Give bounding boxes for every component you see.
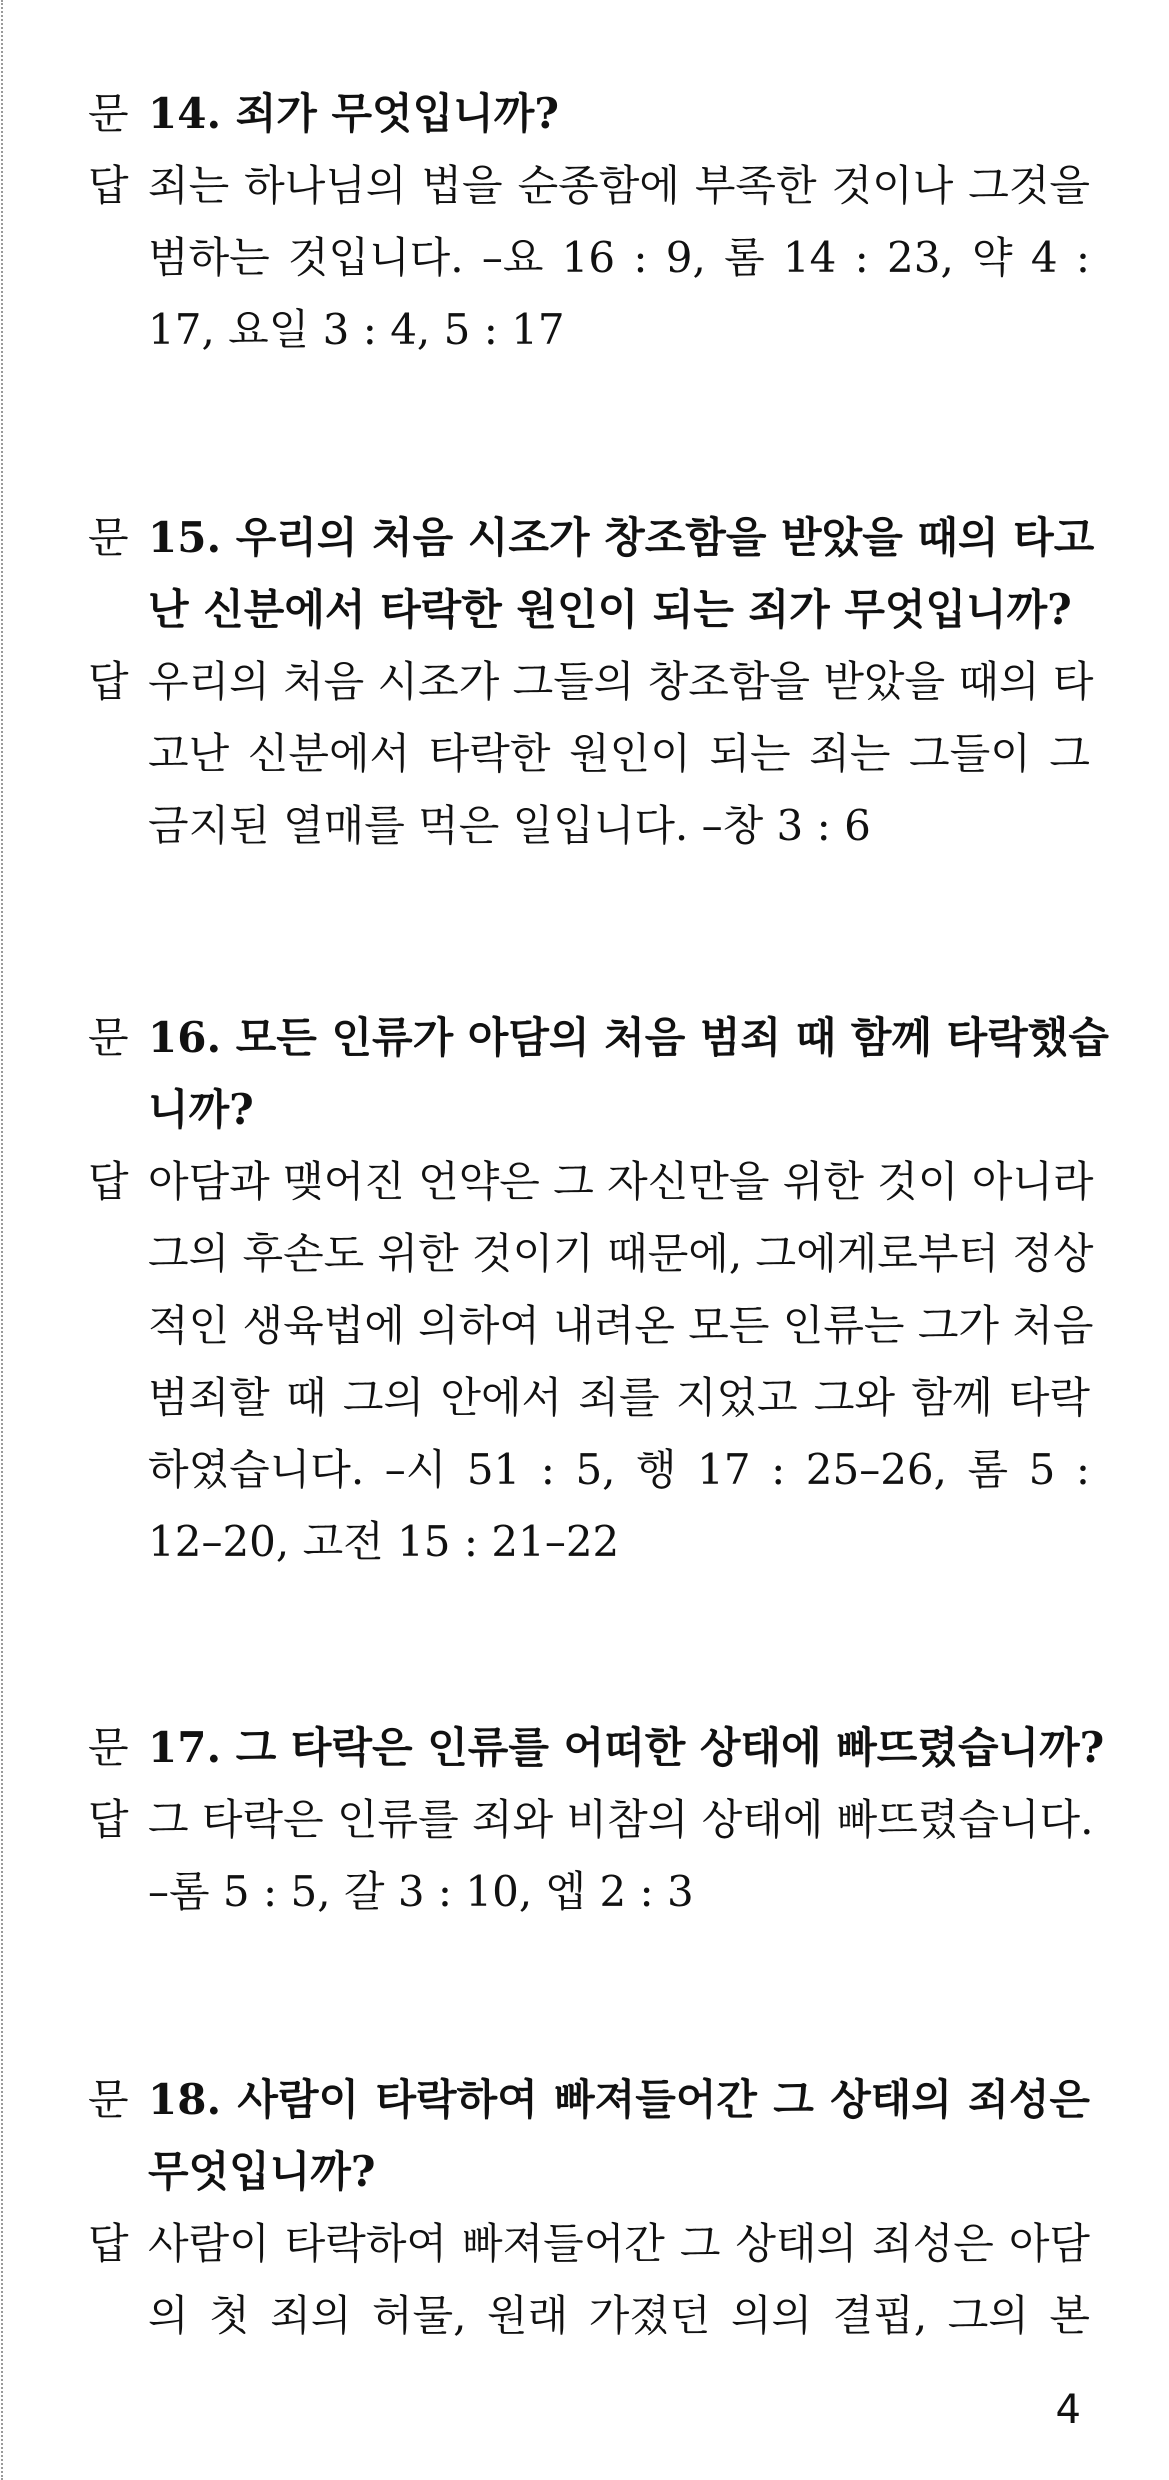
answer-mark: 답 <box>88 161 129 210</box>
question-18 <box>88 2064 1090 2208</box>
qa-section-18 <box>88 2064 1090 2352</box>
qa-section-17 <box>88 1712 1105 1928</box>
question-text: 15. 우리의 처음 시조가 창조함을 받았을 때의 타고 <box>148 513 1095 562</box>
question-text: 18. 사람이 타락하여 빠져들어간 그 상태의 죄성은 <box>148 2075 1090 2124</box>
question-14 <box>88 78 1090 150</box>
answer-mark: 답 <box>88 2219 129 2268</box>
answer-text: 범하는 것입니다. –요 16 : 9, 롬 14 : 23, 약 4 : <box>148 233 1090 282</box>
answer-text: 12–20, 고전 15 : 21–22 <box>148 1517 620 1566</box>
answer-text: 의 첫 죄의 허물, 원래 가졌던 의의 결핍, 그의 본 <box>148 2291 1090 2340</box>
question-text: 16. 모든 인류가 아담의 처음 범죄 때 함께 타락했습 <box>148 1013 1109 1062</box>
question-mark: 문 <box>88 2075 129 2124</box>
answer-text: 고난 신분에서 타락한 원인이 되는 죄는 그들이 그 <box>148 729 1090 778</box>
question-text: 난 신분에서 타락한 원인이 되는 죄가 무엇입니까? <box>148 585 1072 634</box>
answer-text: 범죄할 때 그의 안에서 죄를 지었고 그와 함께 타락 <box>148 1373 1090 1422</box>
page-number: 4 <box>1055 2387 1081 2433</box>
answer-mark: 답 <box>88 657 129 706</box>
answer-mark: 답 <box>88 1795 129 1844</box>
answer-14 <box>88 150 1090 366</box>
answer-text: 사람이 타락하여 빠져들어간 그 상태의 죄성은 아담 <box>148 2219 1090 2268</box>
answer-text: 적인 생육법에 의하여 내려온 모든 인류는 그가 처음 <box>148 1301 1094 1350</box>
answer-text: 우리의 처음 시조가 그들의 창조함을 받았을 때의 타 <box>148 657 1094 706</box>
question-text: 17. 그 타락은 인류를 어떠한 상태에 빠뜨렸습니까? <box>148 1723 1105 1772</box>
qa-section-15 <box>88 502 1095 862</box>
answer-15 <box>88 646 1094 862</box>
answer-text: 하였습니다. –시 51 : 5, 행 17 : 25–26, 롬 5 : <box>148 1445 1090 1494</box>
answer-text: 그의 후손도 위한 것이기 때문에, 그에게로부터 정상 <box>148 1229 1094 1278</box>
question-text: 무엇입니까? <box>148 2147 376 2196</box>
answer-text: –롬 5 : 5, 갈 3 : 10, 엡 2 : 3 <box>148 1867 694 1916</box>
question-text: 14. 죄가 무엇입니까? <box>148 89 559 138</box>
question-16 <box>88 1002 1109 1146</box>
answer-16 <box>88 1146 1094 1578</box>
answer-text: 아담과 맺어진 언약은 그 자신만을 위한 것이 아니라 <box>148 1157 1094 1206</box>
answer-18 <box>88 2208 1090 2352</box>
answer-17 <box>88 1784 1094 1928</box>
question-mark: 문 <box>88 1723 129 1772</box>
question-17 <box>88 1712 1105 1784</box>
qa-section-16 <box>88 1002 1109 1578</box>
question-mark: 문 <box>88 513 129 562</box>
answer-text: 그 타락은 인류를 죄와 비참의 상태에 빠뜨렸습니다. <box>148 1795 1094 1844</box>
question-mark: 문 <box>88 1013 129 1062</box>
question-15 <box>88 502 1095 646</box>
question-text: 니까? <box>148 1085 254 1134</box>
answer-text: 죄는 하나님의 법을 순종함에 부족한 것이나 그것을 <box>148 161 1090 210</box>
question-mark: 문 <box>88 89 129 138</box>
answer-text: 17, 요일 3 : 4, 5 : 17 <box>148 305 565 354</box>
qa-section-14 <box>88 78 1090 366</box>
answer-text: 금지된 열매를 먹은 일입니다. –창 3 : 6 <box>148 801 871 850</box>
answer-mark: 답 <box>88 1157 129 1206</box>
